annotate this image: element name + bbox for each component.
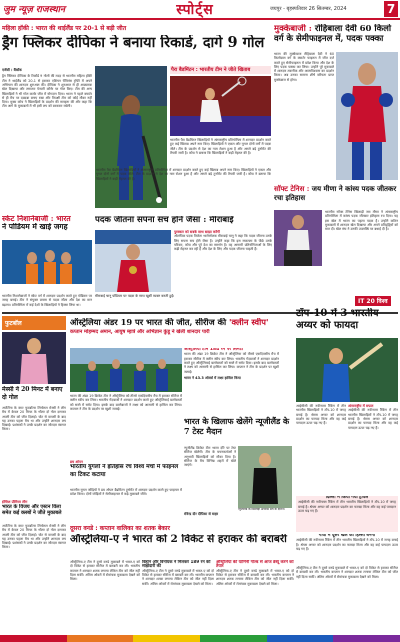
bottom-kicker: दूसरा वनडे : कप्तान वालिका का शतक बेकार xyxy=(70,525,170,532)
batsman-illustration xyxy=(296,338,398,402)
hockey-byline: एजेंसी । बैंकॉक xyxy=(2,68,22,72)
mirabai-text: ओलंपिक पदक विजेता भारोत्तोलक मीराबाई चानू ने कहा कि पदक जीतना उनके लिए सपना सच होने जैसा है। उन्होंने कहा कि इस सफलता के पीछे उनके परिवार, कोच और पूरे देश का समर्थन है। वह आगामी प्रतियोगिताओं के लिए कड़ी मेहनत कर रही हैं और देश के लिए और पदक जीतना चाहती हैं। xyxy=(174,234,272,252)
bottom-text-2: ऑस्ट्रेलिया-ए टीम ने दूसरे वनडे मुकाबले में भारत-ए को दो विकेट से हराकर सीरीज में बराबरी कर ली। भारतीय कप्तान ने शानदार शतक लगाया लेकिन टीम को जीत नहीं दिला सकीं। अंतिम ओवरों में रोमांचक मुकाबला देखने को मिला। xyxy=(142,568,214,586)
bottom-headline: ऑस्ट्रेलिया-ए ने भारत को 2 विकेट से हराकर की बराबरी xyxy=(70,534,287,545)
skating-photo xyxy=(2,240,92,292)
footballer-illustration xyxy=(2,332,66,384)
nz-body xyxy=(184,446,236,516)
messi-photo xyxy=(2,332,66,384)
cricket-photo xyxy=(70,348,182,392)
nz-sub xyxy=(184,512,236,522)
bottom-side-kicker: ऑस्ट्रेलिया की यामिनी गोल्ड से आज डेब्यू करने को तैयार xyxy=(216,560,294,569)
top10-box2-headline: गावों में दूसरे खेल का हिस्सा बनेगा xyxy=(318,534,376,538)
mirabai-subkicker: पुरस्कार को सबके साथ साझा करेंगी xyxy=(174,230,220,234)
top10-box2 xyxy=(296,534,398,564)
cricket-score-note: भारत ने 43.3 ओवर्स में लक्ष्य हासिल किया xyxy=(184,375,241,380)
para-badminton-kicker: पैरा बैडमिंटन : भारतीय टीम ने जीते खिताब xyxy=(170,66,271,74)
dutch-text: भारतीय युगल जोड़ियों ने डच ओपन बैडमिंटन टूर्नामेंट में शानदार प्रदर्शन करते हुए फाइनल में प्रवेश किया। दोनों जोड़ियों ने सेमीफाइनल में कड़े मुकाबले जीते। xyxy=(70,488,182,497)
mirabai-illustration xyxy=(95,230,171,292)
hockey-text: ड्रैग फ्लिकर दीपिका के रिकॉर्ड 9 गोलों की मदद से भारतीय महिला हॉकी टीम ने थाईलैंड को 20-1 से हराकर एशियन चैंपियंस ट्रॉफी में अपने अभियान की शानदार शुरुआत की। दीपिका ने शुरुआत से ही आक्रामक खेल दिखाया और लगातार पेनल्टी कॉर्नर पर गोल किए। टीम की अन्य खिलाड़ियों ने भी गोल करके जीत में योगदान दिया। भारत ने पहले क्वार्टर से ही मैच पर दबदबा बनाए रखा और विपक्षी टीम को कोई मौका नहीं दिया। मुख्य कोच ने खिलाड़ियों के प्रदर्शन की सराहना की और कहा कि टीम आगे के मुकाबलों में भी इसी लय को बरकरार रखेगी। xyxy=(2,74,92,109)
top10-box-text: आईसीसी की नवीनतम रैंकिंग में तीन भारतीय खिलाड़ियों ने टॉप-10 में जगह बनाई है। श्रेयस अय्यर को शानदार प्रदर्शन का फायदा मिला और वह कई पायदान ऊपर चढ़ गए हैं। xyxy=(298,500,396,513)
side-sub xyxy=(2,500,66,522)
side-headline: मेस्सी ने 20 मिनट में बनाए दो गोल xyxy=(2,386,63,401)
page-number: 7 xyxy=(384,1,398,17)
side-sub-body xyxy=(2,524,66,632)
softtennis-headline: जय मीणा ने कांस्य पदक जीतकर रचा इतिहास xyxy=(274,184,397,202)
bottom-side-text: ऑस्ट्रेलिया-ए टीम ने दूसरे वनडे मुकाबले में भारत-ए को दो विकेट से हराकर सीरीज में बराबरी कर ली। भारतीय कप्तान ने शानदार शतक लगाया लेकिन टीम को जीत नहीं दिला सकीं। अंतिम ओवरों में रोमांचक मुकाबला देखने को मिला। xyxy=(216,568,294,586)
hockey-headline: ड्रैग फ्लिकर दीपिका ने बनाया रिकार्ड, दागे 9 गोल xyxy=(2,35,265,51)
top10-box xyxy=(296,496,398,532)
dutch-kicker: डच ओपन xyxy=(70,460,83,464)
bottom-text-1: ऑस्ट्रेलिया-ए टीम ने दूसरे वनडे मुकाबले में भारत-ए को दो विकेट से हराकर सीरीज में बराबरी कर ली। भारतीय कप्तान ने शानदार शतक लगाया लेकिन टीम को जीत नहीं दिला सकीं। अंतिम ओवरों में रोमांचक मुकाबला देखने को मिला। xyxy=(70,560,140,582)
side-sub-text: अर्जेंटीना के स्टार फुटबॉलर लियोनल मेस्सी ने लीग मैच में केवल 20 मिनट के भीतर दो गोल दागकर अपनी टीम को जीत दिलाई। चोट से वापसी के बाद यह उनका पहला मैच था और उन्होंने शानदार लय दिखाई। प्रशंसकों ने उनके प्रदर्शन का जोरदार स्वागत किया। xyxy=(2,524,66,550)
hockey-story-head xyxy=(2,24,270,64)
side-kicker-bar xyxy=(2,316,66,330)
dutch-headline: भारतीय युगलों ने इतिहास रच विश्व मंचों में फाइनल का टिकट कटाया xyxy=(70,464,179,478)
boxing-photo xyxy=(336,52,398,180)
top10-side xyxy=(348,404,398,494)
nz-head xyxy=(184,416,292,444)
cricket-body xyxy=(70,394,182,458)
nz-photo xyxy=(238,446,292,508)
side-head xyxy=(2,386,66,406)
softtennis-body xyxy=(325,210,398,290)
top10-headline: टॉप-10 में 3 भारतीय अय्यर को फायदा xyxy=(296,308,379,331)
page-header xyxy=(0,0,400,20)
mirabai-photo xyxy=(95,230,171,292)
section-title: स्पोर्ट्स xyxy=(176,2,214,18)
softtennis-head xyxy=(274,184,398,206)
top10-body xyxy=(296,404,346,494)
side-sub-headline: भारत के विजय और एस्टन विला समेत कई क्लबों ने जीते मुकाबले xyxy=(2,504,62,517)
boxing-kicker: मुक्केबाजी : xyxy=(274,24,312,34)
badminton-photo xyxy=(170,76,271,136)
top10-side-kicker: अंतरराष्ट्रीय में सफल xyxy=(348,404,374,408)
podium-illustration xyxy=(2,240,92,292)
bottom-head xyxy=(70,524,294,560)
top10-box2-text: आईसीसी की नवीनतम रैंकिंग में तीन भारतीय खिलाड़ियों ने टॉप-10 में जगह बनाई है। श्रेयस अय्यर को शानदार प्रदर्शन का फायदा मिला और वह कई पायदान ऊपर चढ़ गए हैं। xyxy=(296,538,398,551)
para-badminton-continued xyxy=(96,168,271,212)
side-text: अर्जेंटीना के स्टार फुटबॉलर लियोनल मेस्सी ने लीग मैच में केवल 20 मिनट के भीतर दो गोल दागकर अपनी टीम को जीत दिलाई। चोट से वापसी के बाद यह उनका पहला मैच था और उन्होंने शानदार लय दिखाई। प्रशंसकों ने उनके प्रदर्शन का जोरदार स्वागत किया। xyxy=(2,406,66,432)
nz-caption: न्यूजीलैंड के खिलाड़ी अभ्यास सत्र के दौरान। xyxy=(238,508,285,511)
mirabai-head xyxy=(95,216,273,228)
mirabai-headline: पदक जीतना सपना सच होने जैसा : मीराबाई xyxy=(95,216,234,225)
cricket-head xyxy=(70,318,280,346)
mirabai-caption-box xyxy=(95,294,272,308)
softtennis-photo xyxy=(274,210,322,266)
boxing-headline: रोहिबाला देवी 60 किलो वर्ग के सेमीफाइनल में, पदक पक्का xyxy=(274,24,392,44)
mirabai-body xyxy=(174,230,272,292)
boxer-illustration xyxy=(336,52,398,180)
top10-tag: IT 20 विश्व xyxy=(355,296,391,306)
softtennis-text: भारतीय सॉफ्ट टेनिस खिलाड़ी जय मीणा ने अंतरराष्ट्रीय प्रतियोगिता में कांस्य पदक जीतकर इतिहास रच दिया। यह इस खेल में भारत का पहला पदक है। उन्होंने कठिन मुकाबलों में शानदार खेल दिखाया और अपने प्रतिद्वंद्वियों को मात दी। खेल संघ ने उनकी उपलब्धि पर बधाई दी है। xyxy=(325,210,398,232)
side-sub-kicker: इंग्लिश प्रीमियर लीग xyxy=(2,500,28,504)
para-badminton-text-2: भारतीय पैरा बैडमिंटन खिलाड़ियों ने अंतरराष्ट्रीय प्रतियोगिता में शानदार प्रदर्शन करते हुए कई खिताब अपने नाम किए। खिलाड़ियों ने एकल और युगल दोनों वर्गों में पदक जीते। टीम के प्रदर्शन से देश का नाम रोशन हुआ है और अगले बड़े टूर्नामेंट की तैयारी जारी है। कोच ने बताया कि खिलाड़ियों ने कड़ी मेहनत की है। xyxy=(96,168,271,181)
boxing-head xyxy=(274,24,398,50)
cricket-kicker: ऑस्ट्रेलिया अंडर 19 पर भारत की जीत, सीरीज की xyxy=(70,318,227,327)
hockey-kicker: महिला हॉकी : भारत की थाईलैंड पर 20-1 से बड़ी जीत xyxy=(2,25,127,32)
boxing-text: भारत की मुक्केबाज रोहिबाला देवी ने 60 किलोग्राम वर्ग के क्वार्टर फाइनल में जीत दर्ज करते हुए सेमीफाइनल में प्रवेश किया और देश के लिए पदक पक्का कर लिया। उन्होंने पूरे मुकाबले में शानदार तकनीक और आत्मविश्वास का प्रदर्शन किया। अब उनका सामना शीर्ष वरीयता प्राप्त मुक्केबाज से होगा। xyxy=(274,52,334,82)
para-badminton-story xyxy=(170,66,271,168)
cricket-text: भारत की अंडर 19 क्रिकेट टीम ने ऑस्ट्रेलिया को तीसरे एकदिवसीय मैच में हराकर सीरीज में क्लीन स्वीप कर लिया। भारतीय गेंदबाजों ने शानदार प्रदर्शन करते हुए ऑस्ट्रेलियाई बल्लेबाजों को सस्ते में समेट दिया। इसके बाद बल्लेबाजों ने लक्ष्य को आसानी से हासिल कर लिया। कप्तान ने टीम के प्रदर्शन पर खुशी जताई। xyxy=(70,394,182,411)
nz-headline: भारत के खिलाफ खेलेंगे न्यूजीलैंड के 7 टेस्ट मैदान xyxy=(184,416,290,436)
hockey-body xyxy=(2,68,92,213)
skating-text: भारतीय निशानेबाजों ने स्केट वर्ग में शानदार प्रदर्शन करते हुए पोडियम पर जगह बनाई। टीम ने संयुक्त प्रयास से पदक जीता और देश का मान बढ़ाया। प्रतियोगिता में कई देशों के खिलाड़ियों ने हिस्सा लिया था। xyxy=(2,294,92,307)
dutch-head xyxy=(70,460,182,486)
nz-caption-box xyxy=(238,508,292,520)
dutch-body xyxy=(70,488,182,520)
bottom-body-2 xyxy=(142,560,214,632)
cricket-quote: 'क्लीन स्वीप' xyxy=(228,318,269,327)
mirabai-caption: मीराबाई चानू पोडियम पर पदक के साथ खुशी व्यक्त करती हुईं। xyxy=(95,294,175,298)
skating-headline: ने पोडियम में खाई जगह xyxy=(2,223,68,232)
bottom-sub-kicker: विहान और विनायक ने मिलकर 189 रन की साझेदारी की xyxy=(142,560,211,569)
softtennis-kicker: सॉफ्ट टेनिस : xyxy=(274,184,310,193)
nz-player-illustration xyxy=(238,446,292,508)
cricket-subhead: कप्तान मोहम्मद अमान, आयुष म्हात्रे और अभिज्ञान कुंडू ने खेली शानदार पारी xyxy=(70,329,210,336)
side-body xyxy=(2,406,66,498)
brand-logo: जुम न्यूज़ राजस्थान xyxy=(3,5,65,15)
cricket-sidebar xyxy=(184,348,279,414)
para-badminton-text: भारतीय पैरा बैडमिंटन खिलाड़ियों ने अंतरराष्ट्रीय प्रतियोगिता में शानदार प्रदर्शन करते हुए कई खिताब अपने नाम किए। खिलाड़ियों ने एकल और युगल दोनों वर्गों में पदक जीते। टीम के प्रदर्शन से देश का नाम रोशन हुआ है और अगले बड़े टूर्नामेंट की तैयारी जारी है। कोच ने बताया कि खिलाड़ियों ने कड़ी मेहनत की है। xyxy=(170,138,271,155)
nz-text: न्यूजीलैंड क्रिकेट टीम भारत दौरे पर टेस्ट सीरीज खेलेगी। टीम के चयनकर्ताओं ने अनुभवी खिलाड़ियों को मौका दिया है। सीरीज के मैच विभिन्न शहरों में खेले जाएंगे। xyxy=(184,446,236,468)
top10-box-headline: दिल्ली में किया गया ट्रायल xyxy=(325,496,369,500)
top10-head xyxy=(296,308,398,336)
skating-kicker: स्केट निशानेबाजी : भारत xyxy=(2,215,71,223)
cricket-sidebar-text: भारत की अंडर 19 क्रिकेट टीम ने ऑस्ट्रेलिया को तीसरे एकदिवसीय मैच में हराकर सीरीज में क्लीन स्वीप कर लिया। भारतीय गेंदबाजों ने शानदार प्रदर्शन करते हुए ऑस्ट्रेलियाई बल्लेबाजों को सस्ते में समेट दिया। इसके बाद बल्लेबाजों ने लक्ष्य को आसानी से हासिल कर लिया। कप्तान ने टीम के प्रदर्शन पर खुशी जताई। xyxy=(184,352,279,374)
skating-head xyxy=(2,215,92,237)
bottom-right xyxy=(296,566,398,632)
edition-date: जयपुर - बृहस्पतिवार 26 सितम्बर, 2024 xyxy=(270,6,347,12)
nz-sub-kicker: रविन्द्र दौर दीपिका से बाहर xyxy=(184,512,219,516)
cricket-sidebar-kicker: ऑस्ट्रेलिया टीम 184 रन पर सिमटी xyxy=(184,348,244,352)
bottom-right-text: ऑस्ट्रेलिया-ए टीम ने दूसरे वनडे मुकाबले में भारत-ए को दो विकेट से हराकर सीरीज में बराबरी कर ली। भारतीय कप्तान ने शानदार शतक लगाया लेकिन टीम को जीत नहीं दिला सकीं। अंतिम ओवरों में रोमांचक मुकाबला देखने को मिला। xyxy=(296,566,398,579)
tennis-player-illustration xyxy=(274,210,322,266)
cricket-team-illustration xyxy=(70,348,182,392)
color-strip xyxy=(0,635,400,642)
top10-side-text: आईसीसी की नवीनतम रैंकिंग में तीन भारतीय खिलाड़ियों ने टॉप-10 में जगह बनाई है। श्रेयस अय्यर को शानदार प्रदर्शन का फायदा मिला और वह कई पायदान ऊपर चढ़ गए हैं। xyxy=(348,408,398,430)
skating-body xyxy=(2,294,92,310)
side-kicker: फुटबॉल xyxy=(5,320,22,327)
top10-photo xyxy=(296,338,398,402)
top10-text: आईसीसी की नवीनतम रैंकिंग में तीन भारतीय खिलाड़ियों ने टॉप-10 में जगह बनाई है। श्रेयस अय्यर को शानदार प्रदर्शन का फायदा मिला और वह कई पायदान ऊपर चढ़ गए हैं। xyxy=(296,404,346,426)
boxing-body xyxy=(274,52,334,180)
bottom-side xyxy=(216,560,294,632)
bottom-body-1 xyxy=(70,560,140,632)
